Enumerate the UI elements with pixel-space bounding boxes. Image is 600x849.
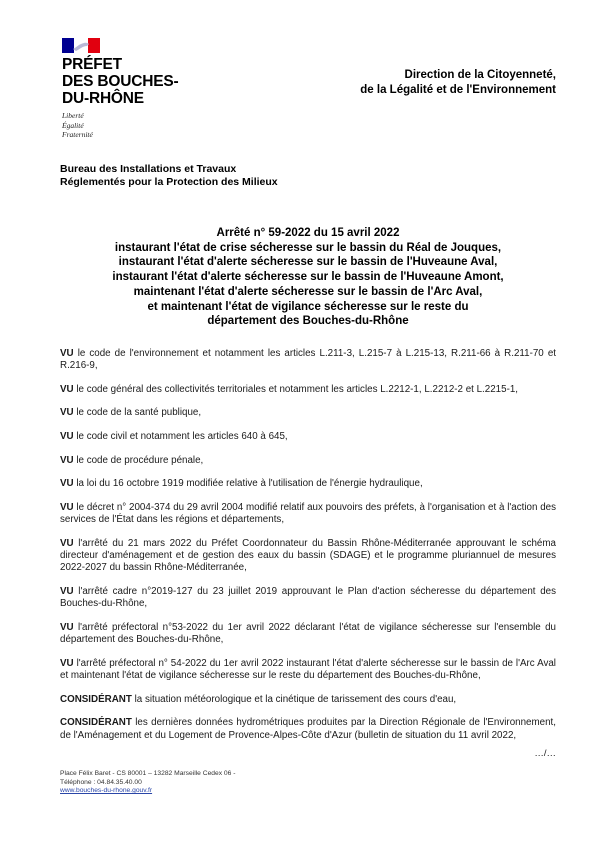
- consideration-paragraph: [60, 586, 556, 611]
- bureau-line: Bureau des Installations et Travaux: [60, 163, 237, 175]
- footer-address: Place Félix Baret - CS 80001 – 13282 Marseille Cedex 06 -: [60, 770, 236, 777]
- consideration-text: la loi du 16 octobre 1919 modifiée relative à l'utilisation de l'énergie hydraulique,: [76, 478, 423, 490]
- footer-website-link[interactable]: www.bouches-du-rhone.gouv.fr: [60, 787, 153, 795]
- consideration-text: le code de procédure pénale,: [76, 454, 204, 466]
- page-footer: [60, 770, 235, 796]
- direction-line: Direction de la Citoyenneté,: [404, 69, 556, 81]
- republic-motto: [62, 111, 93, 140]
- title-line: et maintenant l'état de vigilance sécheresse sur le reste du: [147, 300, 469, 313]
- consideration-text: le décret n° 2004-374 du 29 avril 2004 modifié relatif aux pouvoirs des préfets, à l'organisation et à l'action des services de l'État dans les régions et départements,: [60, 501, 556, 526]
- prefecture-logo-text: [62, 56, 178, 107]
- consideration-label: VU: [60, 478, 74, 490]
- consideration-paragraph: [60, 407, 556, 419]
- bureau-line: Réglementés pour la Protection des Milieux: [60, 175, 278, 188]
- motto-line: Liberté: [62, 111, 84, 120]
- consideration-paragraph: [60, 622, 556, 647]
- consideration-label: VU: [60, 454, 74, 466]
- consideration-label: VU: [60, 621, 74, 633]
- decree-body: [60, 348, 556, 753]
- consideration-paragraph: [60, 717, 556, 742]
- consideration-text: le code de l'environnement et notamment les articles L.211-3, L.215-7 à L.215-13, R.211-66 à R.211-70 et R.216-9,: [60, 348, 556, 372]
- consideration-paragraph: [60, 431, 556, 443]
- logo-line: DES BOUCHES-: [62, 73, 179, 90]
- consideration-text: l'arrêté préfectoral n° 54-2022 du 1er avril 2022 instaurant l'état d'alerte sécheresse sur le bassin de l'Arc Aval et maintenant l'état de vigilance sécheresse sur le reste du département des Bouches-du-Rhône,: [60, 657, 556, 682]
- title-line: instaurant l'état d'alerte sécheresse sur le bassin de l'Huveaune Amont,: [112, 271, 504, 284]
- title-line: département des Bouches-du-Rhône: [207, 315, 409, 328]
- consideration-text: l'arrêté cadre n°2019-127 du 23 juillet 2019 approuvant le Plan d'action sécheresse du département des Bouches-du-Rhône,: [60, 585, 556, 610]
- consideration-text: le code de la santé publique,: [76, 407, 202, 419]
- consideration-label: VU: [60, 501, 74, 513]
- consideration-label: VU: [60, 537, 74, 549]
- direction-line: de la Légalité et de l'Environnement: [360, 84, 556, 96]
- consideration-paragraph: [60, 502, 556, 527]
- footer-phone: Téléphone : 04.84.35.40.00: [60, 778, 142, 786]
- consideration-label: CONSIDÉRANT: [60, 717, 132, 729]
- motto-line: Fraternité: [62, 130, 93, 139]
- consideration-label: VU: [60, 431, 74, 443]
- consideration-label: VU: [60, 348, 74, 359]
- title-line: Arrêté n° 59-2022 du 15 avril 2022: [216, 227, 400, 239]
- bureau-heading: [60, 163, 278, 188]
- consideration-label: VU: [60, 407, 74, 419]
- consideration-paragraph: [60, 658, 556, 683]
- consideration-label: CONSIDÉRANT: [60, 693, 132, 705]
- consideration-paragraph: [60, 694, 556, 706]
- title-line: instaurant l'état de crise sécheresse sur le bassin du Réal de Jouques,: [114, 241, 502, 254]
- motto-line: Égalité: [62, 120, 84, 130]
- title-line: instaurant l'état d'alerte sécheresse sur le bassin de l'Huveaune Aval,: [118, 256, 498, 269]
- consideration-text: le code civil et notamment les articles 640 à 645,: [76, 431, 288, 443]
- consideration-text: les dernières données hydrométriques produites par la Direction Régionale de l'Environnement, de l'Aménagement et du Logement de Provence-Alpes-Côte d'Azur (bulletin de situation du 11 avril 2022,: [60, 717, 556, 741]
- consideration-paragraph: [60, 538, 556, 575]
- consideration-paragraph: [60, 455, 556, 467]
- consideration-text: l'arrêté du 21 mars 2022 du Préfet Coordonnateur du Bassin Rhône-Méditerranée approuvant le schéma directeur d'aménagement et de gestion des eaux du bassin (SDAGE) et le programme pluriannuel de mesures 2022-2027 du bassin Rhône-Méditerranée,: [60, 537, 556, 574]
- consideration-text: l'arrêté préfectoral n°53-2022 du 1er avril 2022 déclarant l'état de vigilance sécheresse sur l'ensemble du département des Bouches-du-Rhône,: [60, 621, 556, 646]
- consideration-label: VU: [60, 585, 74, 597]
- consideration-label: VU: [60, 383, 74, 395]
- marianne-flag-icon: [62, 38, 100, 53]
- consideration-paragraph: [60, 478, 556, 490]
- logo-line: PRÉFET: [62, 56, 122, 73]
- decree-title: [60, 226, 556, 329]
- consideration-paragraph: [60, 384, 556, 396]
- direction-heading: [360, 68, 556, 98]
- continuation-marker: …/…: [534, 748, 556, 759]
- consideration-label: VU: [60, 657, 74, 669]
- consideration-text: le code général des collectivités territoriales et notamment les articles L.2212-1, L.2212-2 et L.2215-1,: [76, 383, 519, 395]
- logo-line: DU-RHÔNE: [62, 90, 144, 107]
- title-line: maintenant l'état d'alerte sécheresse sur le bassin de l'Arc Aval,: [133, 285, 483, 298]
- consideration-paragraph: [60, 348, 556, 373]
- consideration-text: la situation météorologique et la cinétique de tarissement des cours d'eau,: [134, 693, 457, 705]
